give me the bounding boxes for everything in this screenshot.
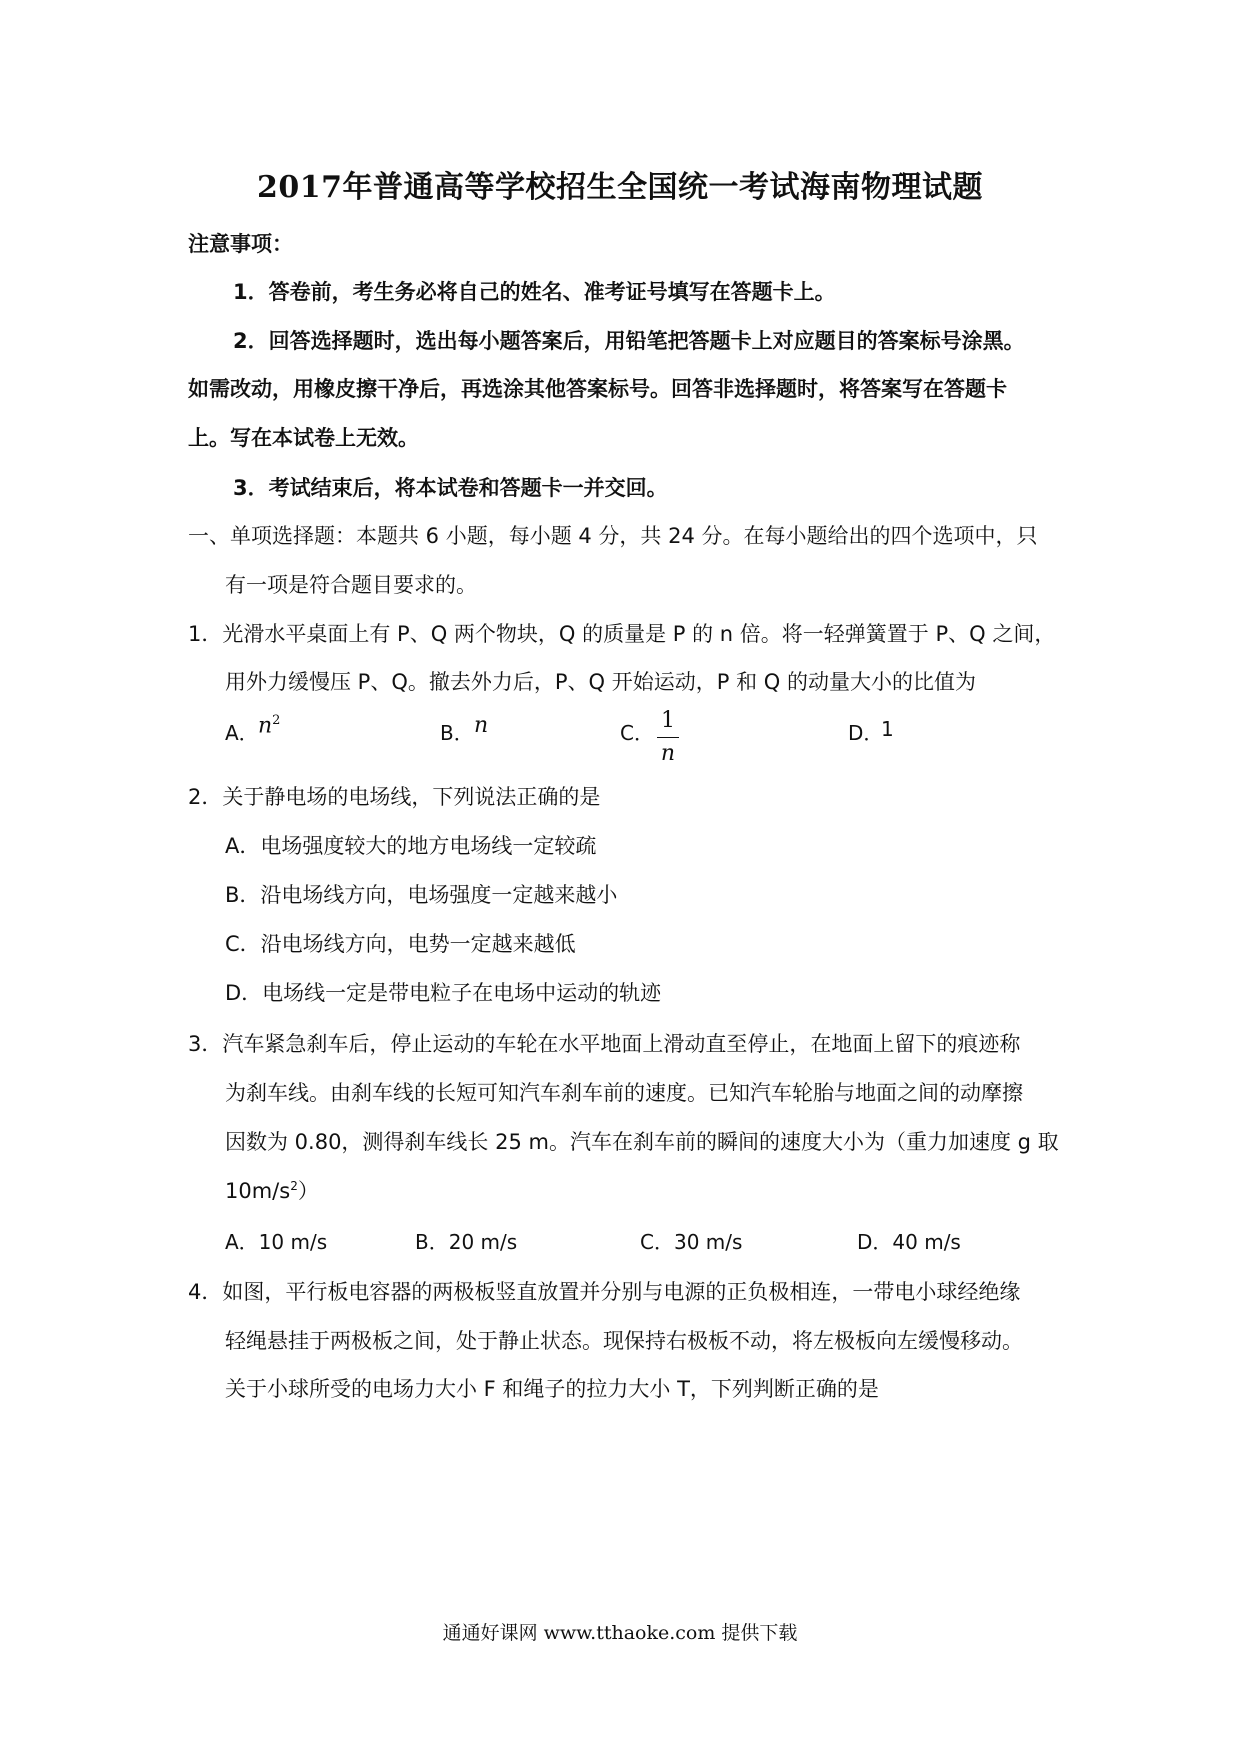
- q2-option-d: D．电场线一定是带电粒子在电场中运动的轨迹: [225, 981, 662, 1005]
- notice-item-3: 3．考试结束后，将本试卷和答题卡一并交回。: [233, 476, 668, 500]
- notice-item-1: 1．答卷前，考生务必将自己的姓名、准考证号填写在答题卡上。: [233, 280, 836, 304]
- question-3-line-2: 为刹车线。由刹车线的长短可知汽车刹车前的速度。已知汽车轮胎与地面之间的动摩擦: [225, 1081, 1023, 1105]
- notice-item-2-line-3: 上。写在本试卷上无效。: [188, 426, 419, 450]
- notice-heading: 注意事项：: [188, 232, 293, 256]
- q1-option-b-value: n: [474, 713, 489, 738]
- question-4-line-2: 轻绳悬挂于两极板之间，处于静止状态。现保持右极板不动，将左极板向左缓慢移动。: [225, 1329, 1023, 1353]
- q1-option-d-label: D．: [848, 721, 884, 745]
- q3-option-a: A．10 m/s: [225, 1230, 328, 1254]
- footer-source-note: 通通好课网 www.tthaoke.com 提供下载: [442, 1622, 798, 1644]
- q2-option-c: C．沿电场线方向，电势一定越来越低: [225, 932, 576, 956]
- question-1-line-1: 1．光滑水平桌面上有 P、Q 两个物块，Q 的质量是 P 的 n 倍。将一轻弹簧置于 P、Q 之间，: [188, 622, 1056, 646]
- fraction-numerator: 1: [661, 708, 675, 733]
- section-1-heading-cont: 有一项是符合题目要求的。: [225, 573, 477, 597]
- q1-option-a-value: $n^2$: [258, 713, 281, 739]
- q1-option-b-label: B．: [440, 721, 474, 745]
- q2-option-a: A．电场强度较大的地方电场线一定较疏: [225, 834, 597, 858]
- question-4-line-1: 4．如图，平行板电容器的两极板竖直放置并分别与电源的正负极相连，一带电小球经绝缘: [188, 1280, 1021, 1304]
- q1-option-d-value: 1: [881, 717, 894, 741]
- question-3-line-4: $10m/s^2$）: [225, 1179, 319, 1203]
- q2-option-b: B．沿电场线方向，电场强度一定越来越小: [225, 883, 618, 907]
- question-2-stem: 2．关于静电场的电场线，下列说法正确的是: [188, 785, 601, 809]
- q3-option-b: B．20 m/s: [415, 1230, 518, 1254]
- q1-option-c-fraction: [657, 708, 679, 767]
- question-3-line-1: 3．汽车紧急刹车后，停止运动的车轮在水平地面上滑动直至停止，在地面上留下的痕迹称: [188, 1032, 1021, 1056]
- q1-option-c-label: C．: [620, 721, 654, 745]
- q3-option-d: D．40 m/s: [857, 1230, 961, 1254]
- question-1-line-2: 用外力缓慢压 P、Q。撤去外力后，P、Q 开始运动，P 和 Q 的动量大小的比值为: [225, 670, 976, 694]
- fraction-denominator: n: [660, 741, 676, 766]
- question-3-line-3: 因数为 0.80，测得刹车线长 25 m。汽车在刹车前的瞬间的速度大小为（重力加速度 g 取: [225, 1130, 1059, 1154]
- page-title: 2017年普通高等学校招生全国统一考试海南物理试题: [257, 170, 983, 205]
- q3-option-c: C．30 m/s: [640, 1230, 743, 1254]
- fraction-bar: [657, 737, 679, 738]
- notice-item-2-line-1: 2．回答选择题时，选出每小题答案后，用铅笔把答题卡上对应题目的答案标号涂黑。: [233, 329, 1025, 353]
- question-4-line-3: 关于小球所受的电场力大小 F 和绳子的拉力大小 T，下列判断正确的是: [225, 1377, 879, 1401]
- section-1-heading: 一、单项选择题：本题共 6 小题，每小题 4 分，共 24 分。在每小题给出的四个选项中，只: [188, 524, 1038, 548]
- q1-option-a-label: A．: [225, 721, 259, 745]
- notice-item-2-line-2: 如需改动，用橡皮擦干净后，再选涂其他答案标号。回答非选择题时，将答案写在答题卡: [188, 377, 1007, 401]
